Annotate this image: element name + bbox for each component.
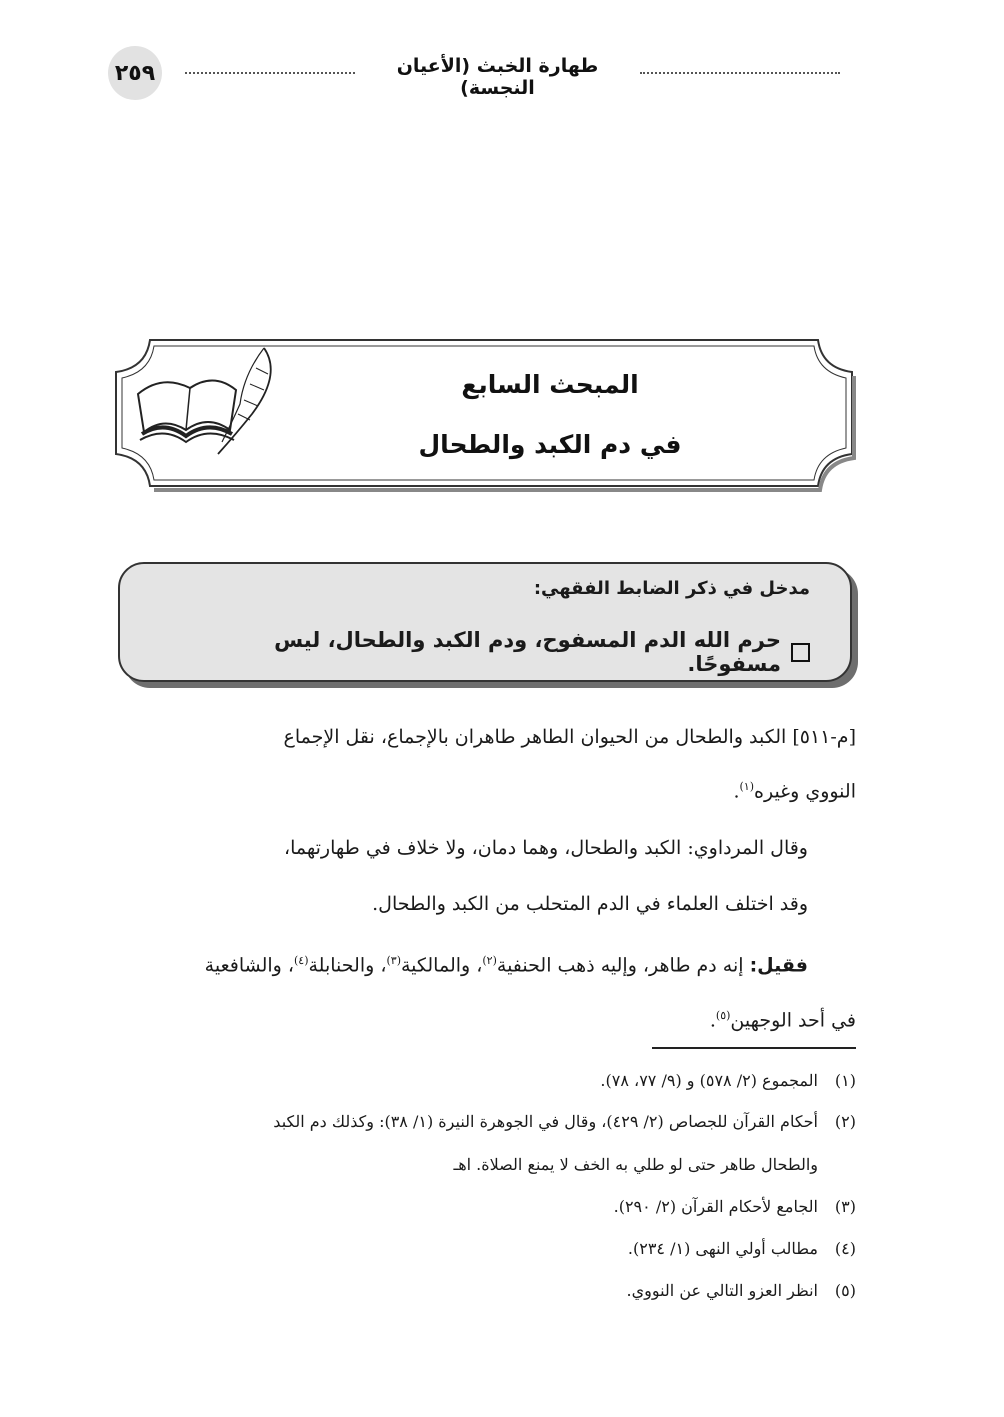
paragraph-4-line-2-text: في أحد الوجهين: [730, 1009, 856, 1032]
chapter-subtitle: في دم الكبد والطحال: [418, 430, 682, 459]
paragraph-4-text-a: إنه دم طاهر، وإليه ذهب الحنفية: [496, 954, 750, 977]
footnote-number: (٢): [834, 1112, 856, 1131]
paragraph-4-text-d: ، والشافعية: [204, 954, 294, 977]
footnote-2: [118, 1107, 856, 1137]
footnote-ref-1: (١): [739, 780, 754, 793]
footnote-5: [118, 1276, 856, 1306]
paragraph-4-text-c: ، والحنابلة: [308, 954, 387, 977]
footnote-number: (٥): [834, 1281, 856, 1300]
checkbox-bullet-icon: [791, 643, 810, 662]
footnote-3: [118, 1192, 856, 1222]
footnote-number: (٤): [834, 1239, 856, 1258]
paragraph-1-line-2: النووي وغيره$^{(١)}$.: [733, 780, 856, 803]
page-number: ٢٥٩: [108, 46, 162, 100]
footnote-text: أحكام القرآن للجصاص (٢/ ٤٢٩)، وقال في الجوهرة النيرة (١/ ٣٨): وكذلك دم الكبد: [273, 1112, 818, 1131]
footnote-ref-4: (٤): [293, 954, 309, 967]
footnote-ref-3: (٣): [386, 954, 401, 967]
rule-text: حرم الله الدم المسفوح، ودم الكبد والطحال، ليس مسفوحًا.: [274, 628, 781, 676]
footnote-ref-5: (٥): [715, 1009, 731, 1022]
header-leader-dots-left: [185, 72, 355, 74]
paragraph-4-line-2: في أحد الوجهين$^{(٥)}$.: [709, 1009, 856, 1032]
footnote-ref-2: (٢): [482, 954, 497, 967]
footnote-1: [118, 1066, 856, 1096]
footnote-text: المجموع (٢/ ٥٧٨) و (٩/ ٧٧، ٧٨).: [600, 1071, 818, 1090]
footnote-2-continuation: والطحال طاهر حتى لو طلي به الخف لا يمنع الصلاة. اهـ: [453, 1155, 818, 1174]
paragraph-1-line-1: [م-٥١١] الكبد والطحال من الحيوان الطاهر طاهران بالإجماع، نقل الإجماع: [283, 726, 856, 748]
header-leader-dots-right: [640, 72, 840, 74]
footnote-separator: [652, 1047, 856, 1049]
footnote-number: (١): [834, 1071, 856, 1090]
paragraph-4-lead: فقيل:: [749, 954, 808, 977]
paragraph-2: وقال المرداوي: الكبد والطحال، وهما دمان، ولا خلاف في طهارتهما،: [283, 837, 808, 859]
footnote-4: [118, 1234, 856, 1264]
paragraph-1-text: النووي وغيره: [754, 780, 856, 803]
rule-statement: [240, 628, 810, 676]
footnote-number: (٣): [834, 1197, 856, 1216]
book-quill-icon: [132, 344, 282, 464]
chapter-title: المبحث السابع: [461, 370, 639, 399]
paragraph-4-line-1: [118, 935, 808, 991]
running-title: طهارة الخبث (الأعيان النجسة): [396, 55, 599, 99]
paragraph-4-text-b: ، والمالكية: [400, 954, 483, 977]
paragraph-3: وقد اختلف العلماء في الدم المتحلب من الكبد والطحال.: [372, 893, 808, 915]
rule-heading: مدخل في ذكر الضابط الفقهي:: [533, 578, 810, 599]
footnote-text: مطالب أولي النهى (١/ ٢٣٤).: [627, 1239, 818, 1258]
footnote-text: الجامع لأحكام القرآن (٢/ ٢٩٠).: [613, 1197, 818, 1216]
footnote-text: انظر العزو التالي عن النووي.: [626, 1281, 818, 1300]
